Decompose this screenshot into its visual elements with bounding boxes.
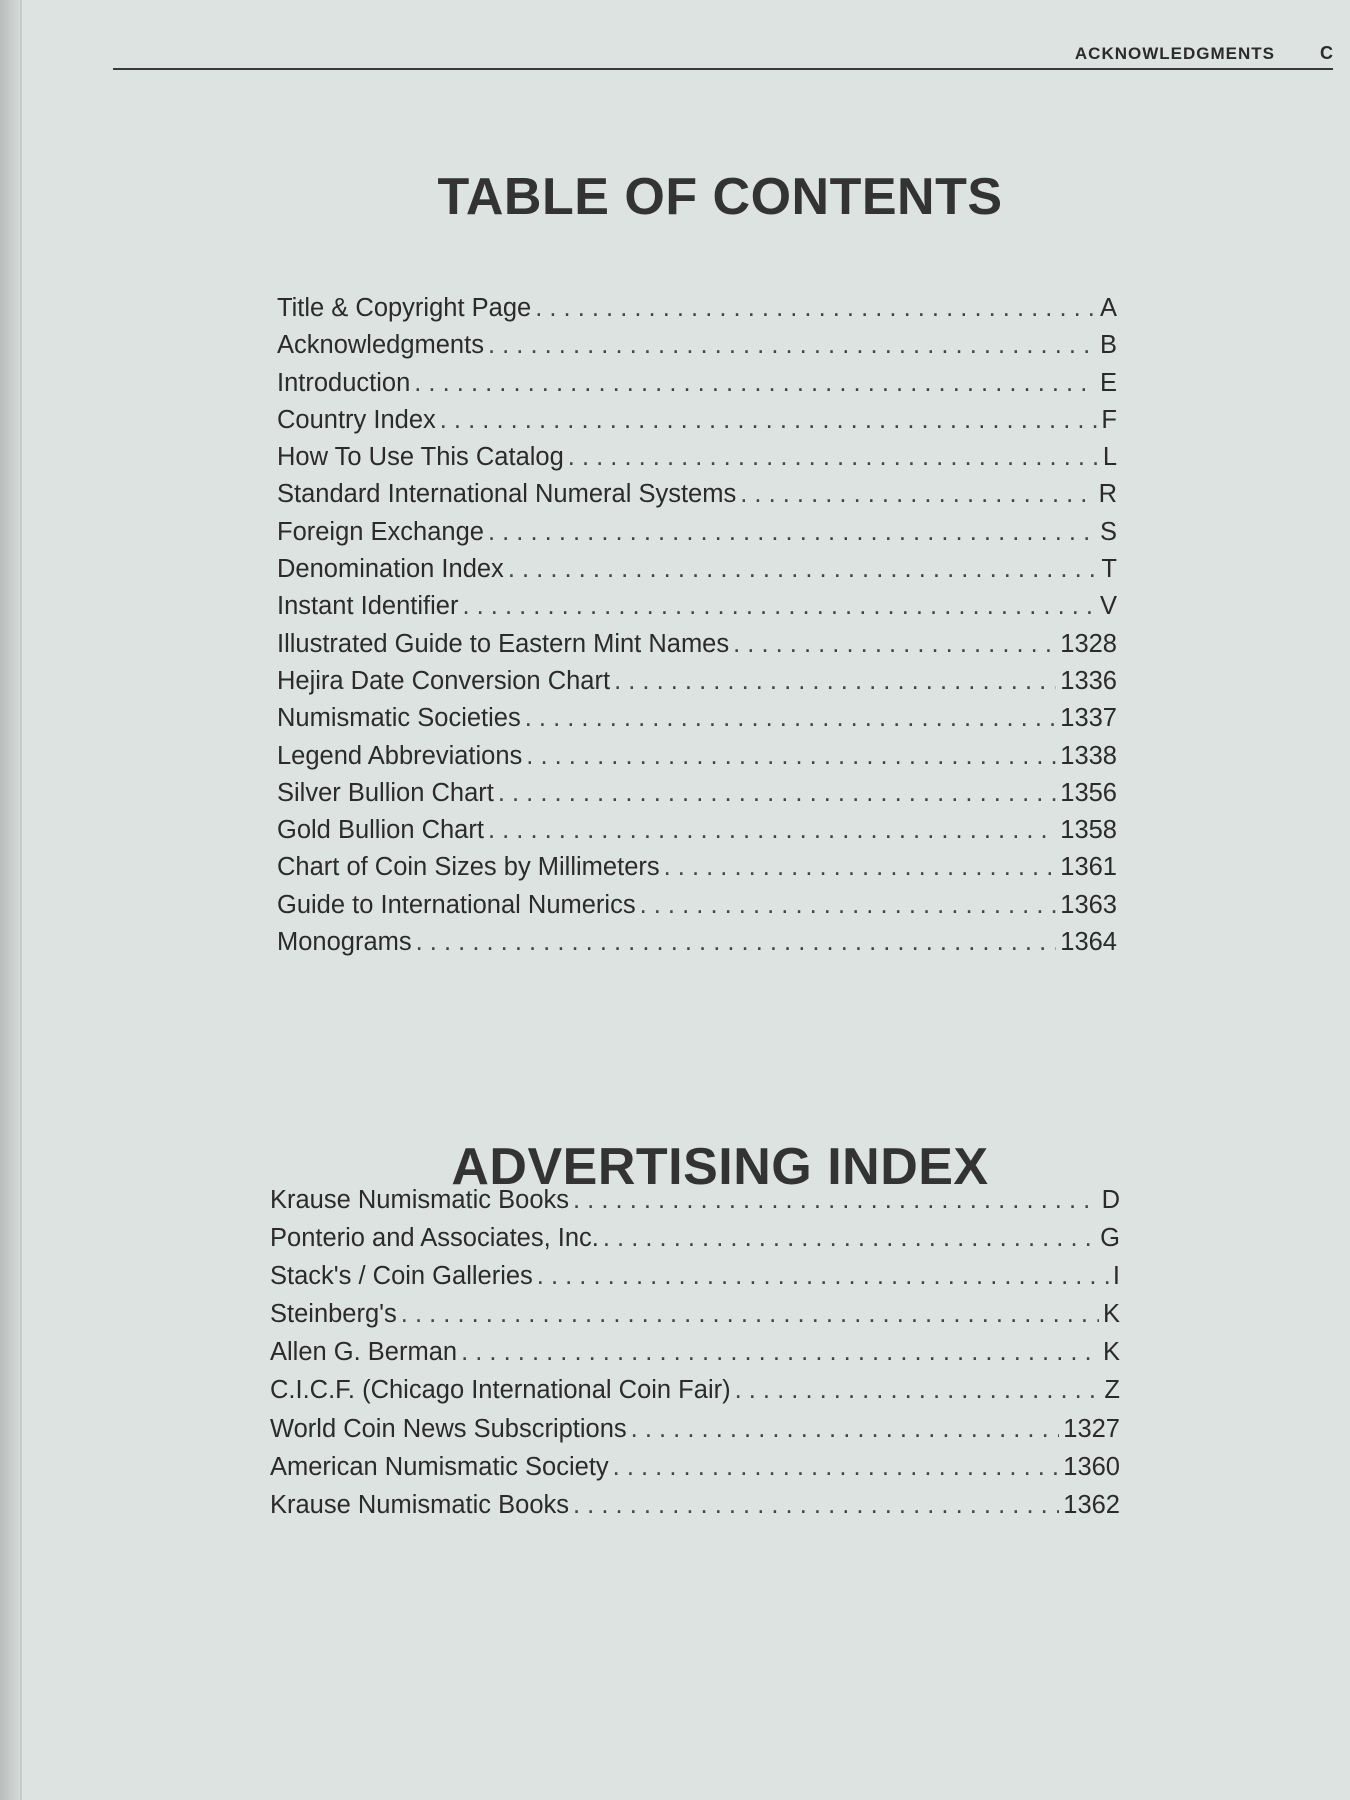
toc-entry-page: S <box>1099 517 1117 546</box>
toc-entry-label: Standard International Numeral Systems <box>277 480 737 509</box>
toc-entry[interactable] <box>277 406 1117 443</box>
toc-entry[interactable] <box>277 630 1117 667</box>
toc-entry-page: 1361 <box>1060 853 1117 882</box>
toc-entry[interactable] <box>277 779 1117 816</box>
dot-leader <box>414 369 1096 398</box>
toc-entry-page: T <box>1101 555 1117 584</box>
advertiser-name: Allen G. Berman <box>270 1338 458 1367</box>
running-header-page-letter: C <box>1320 43 1333 63</box>
dot-leader <box>508 555 1098 584</box>
toc-entry-label: Denomination Index <box>277 555 504 584</box>
advertiser-page: 1360 <box>1063 1452 1120 1481</box>
toc-entry[interactable] <box>277 480 1117 517</box>
dot-leader <box>537 1262 1109 1291</box>
toc-entry-page: R <box>1098 480 1117 509</box>
dot-leader <box>440 406 1098 435</box>
dot-leader <box>401 1300 1099 1329</box>
advertiser-name: Steinberg's <box>270 1300 397 1329</box>
dot-leader <box>613 1453 1060 1482</box>
toc-entry-label: Instant Identifier <box>277 592 459 621</box>
dot-leader <box>462 592 1096 621</box>
toc-entry[interactable] <box>277 853 1117 890</box>
dot-leader <box>488 518 1096 547</box>
advertiser-entry[interactable] <box>270 1262 1120 1300</box>
toc-entry-label: Chart of Coin Sizes by Millimeters <box>277 853 660 882</box>
running-header-title: ACKNOWLEDGMENTS <box>1074 44 1275 63</box>
page-edge <box>20 0 22 1800</box>
toc-entry-page: 1336 <box>1060 666 1117 695</box>
toc-entry-page: A <box>1099 294 1117 322</box>
toc-entry[interactable] <box>277 331 1117 368</box>
toc-entry-label: Monograms <box>277 928 412 957</box>
dot-leader <box>733 630 1056 659</box>
dot-leader <box>631 1415 1060 1444</box>
advertiser-entry[interactable] <box>270 1415 1120 1453</box>
advertiser-entry[interactable] <box>270 1186 1120 1224</box>
dot-leader <box>488 816 1056 845</box>
advertiser-page: 1362 <box>1063 1490 1120 1519</box>
toc-entry-label: Legend Abbreviations <box>277 741 523 770</box>
toc-entry-label: Hejira Date Conversion Chart <box>277 666 611 695</box>
advertiser-entry[interactable] <box>270 1491 1120 1529</box>
advertiser-entry[interactable] <box>270 1453 1120 1491</box>
advertiser-name: World Coin News Subscriptions <box>270 1414 627 1443</box>
toc-entry-label: Introduction <box>277 368 411 397</box>
toc-entry[interactable] <box>277 928 1117 965</box>
toc-entry-page: E <box>1099 368 1117 397</box>
advertiser-entry[interactable] <box>270 1224 1120 1262</box>
toc-entry-page: L <box>1102 443 1117 472</box>
toc-entry[interactable] <box>277 704 1117 741</box>
toc-entry[interactable] <box>277 443 1117 480</box>
dot-leader <box>416 928 1057 957</box>
advertiser-name: Krause Numismatic Books <box>270 1186 570 1214</box>
advertiser-page: D <box>1101 1186 1120 1214</box>
advertiser-name: American Numismatic Society <box>270 1452 609 1481</box>
toc-entry-label: Guide to International Numerics <box>277 890 636 919</box>
advertising-index-list <box>270 1186 1120 1529</box>
advertiser-name: Ponterio and Associates, Inc. <box>270 1224 599 1253</box>
advertiser-page: 1327 <box>1063 1414 1120 1443</box>
toc-entry[interactable] <box>277 555 1117 592</box>
toc-entry[interactable] <box>277 294 1117 331</box>
toc-entry-page: 1337 <box>1060 704 1117 733</box>
advertiser-name: C.I.C.F. (Chicago International Coin Fair) <box>270 1376 731 1405</box>
dot-leader <box>640 891 1057 920</box>
toc-entry-page: B <box>1099 331 1117 360</box>
dot-leader <box>498 779 1056 808</box>
toc-entry[interactable] <box>277 667 1117 704</box>
advertiser-name: Stack's / Coin Galleries <box>270 1262 533 1291</box>
dot-leader <box>573 1491 1059 1520</box>
toc-entry-page: 1328 <box>1060 629 1117 658</box>
advertiser-entry[interactable] <box>270 1376 1120 1414</box>
toc-entry[interactable] <box>277 742 1117 779</box>
running-header <box>113 38 1333 70</box>
advertiser-page: G <box>1100 1224 1120 1253</box>
toc-entry[interactable] <box>277 816 1117 853</box>
advertiser-entry[interactable] <box>270 1300 1120 1338</box>
dot-leader <box>735 1376 1101 1405</box>
toc-entry-page: 1356 <box>1060 778 1117 807</box>
toc-entry-label: Country Index <box>277 405 436 434</box>
toc-entry[interactable] <box>277 518 1117 555</box>
page-binding-shadow <box>0 0 22 1800</box>
toc-entry-label: Title & Copyright Page <box>277 294 532 322</box>
toc-entry-page: V <box>1099 592 1117 621</box>
dot-leader <box>573 1186 1098 1215</box>
toc-entry-label: Foreign Exchange <box>277 517 484 546</box>
dot-leader <box>488 331 1096 360</box>
toc-entry-label: Numismatic Societies <box>277 704 521 733</box>
advertising-index-title: ADVERTISING INDEX <box>451 1137 989 1196</box>
dot-leader <box>664 853 1057 882</box>
toc-entry-page: 1338 <box>1060 741 1117 770</box>
toc-title: TABLE OF CONTENTS <box>437 167 1003 226</box>
toc-entry[interactable] <box>277 592 1117 629</box>
advertiser-page: Z <box>1104 1376 1120 1405</box>
toc-entry-page: F <box>1101 405 1117 434</box>
dot-leader <box>603 1224 1096 1253</box>
dot-leader <box>740 480 1094 509</box>
toc-entry-label: Illustrated Guide to Eastern Mint Names <box>277 629 730 658</box>
dot-leader <box>535 294 1096 323</box>
advertiser-name: Krause Numismatic Books <box>270 1490 570 1519</box>
toc-entry-label: How To Use This Catalog <box>277 443 564 472</box>
dot-leader <box>526 742 1056 771</box>
dot-leader <box>614 667 1056 696</box>
advertiser-page: I <box>1112 1262 1120 1291</box>
toc-entry-page: 1363 <box>1060 890 1117 919</box>
dot-leader <box>461 1338 1099 1367</box>
toc-list <box>277 294 1117 965</box>
toc-entry-page: 1358 <box>1060 816 1117 845</box>
dot-leader <box>568 443 1099 472</box>
advertiser-entry[interactable] <box>270 1338 1120 1376</box>
advertiser-page: K <box>1102 1338 1120 1367</box>
dot-leader <box>525 704 1057 733</box>
toc-entry-page: 1364 <box>1060 928 1117 957</box>
toc-entry-label: Gold Bullion Chart <box>277 816 484 845</box>
toc-entry-label: Silver Bullion Chart <box>277 778 494 807</box>
toc-entry[interactable] <box>277 369 1117 406</box>
toc-entry[interactable] <box>277 891 1117 928</box>
advertiser-page: K <box>1102 1300 1120 1329</box>
toc-entry-label: Acknowledgments <box>277 331 484 360</box>
